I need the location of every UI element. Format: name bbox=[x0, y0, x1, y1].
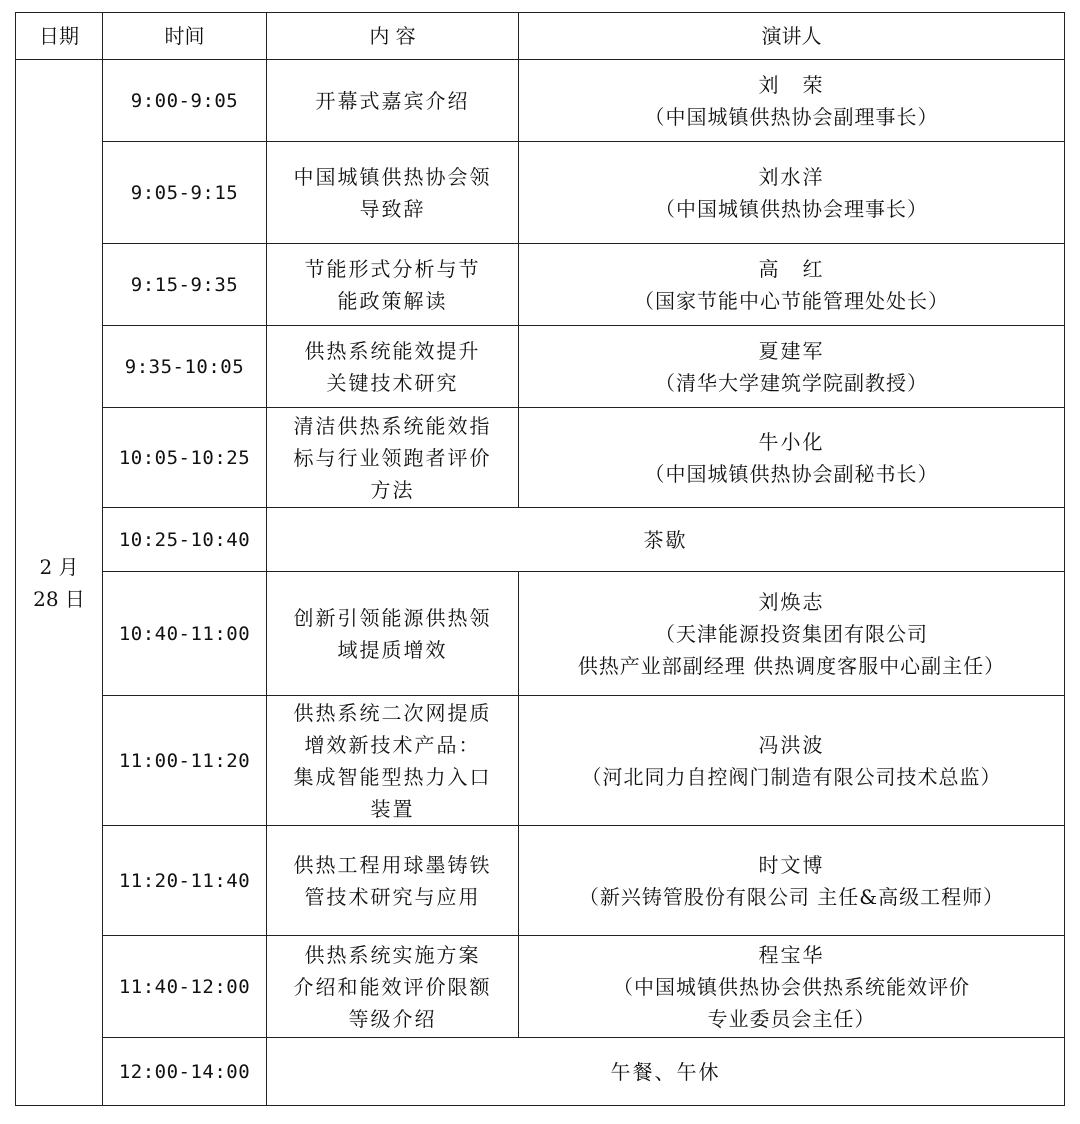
time-cell: 9:35-10:05 bbox=[103, 326, 267, 408]
speaker-title: （河北同力自控阀门制造有限公司技术总监） bbox=[581, 764, 1002, 789]
speaker-title: （中国城镇供热协会供热系统能效评价 bbox=[613, 974, 970, 999]
table-row bbox=[16, 142, 1065, 244]
speaker-cell bbox=[519, 826, 1065, 936]
speaker-name: 刘水洋 bbox=[758, 164, 825, 189]
table-row bbox=[16, 244, 1065, 326]
table-body bbox=[16, 60, 1065, 1106]
topic-line: 开幕式嘉宾介绍 bbox=[315, 88, 470, 113]
table-row bbox=[16, 572, 1065, 696]
table-row bbox=[16, 408, 1065, 508]
table-header bbox=[16, 13, 1065, 60]
speaker-cell bbox=[519, 572, 1065, 696]
date-cell bbox=[16, 60, 103, 1106]
header-date: 日期 bbox=[16, 13, 103, 60]
speaker-name: 牛小化 bbox=[758, 429, 825, 454]
speaker-name: 刘焕志 bbox=[758, 589, 825, 614]
speaker-title: （新兴铸管股份有限公司 主任&高级工程师） bbox=[578, 884, 1005, 909]
speaker-title: （中国城镇供热协会副理事长） bbox=[644, 104, 939, 129]
time-cell: 10:05-10:25 bbox=[103, 408, 267, 508]
break-cell: 茶歇 bbox=[267, 508, 1065, 572]
topic-line: 装置 bbox=[370, 796, 415, 821]
speaker-name: 夏建军 bbox=[758, 338, 825, 363]
topic-line: 域提质增效 bbox=[337, 637, 448, 662]
table-row bbox=[16, 826, 1065, 936]
topic-line: 节能形式分析与节 bbox=[304, 256, 481, 281]
break-cell: 午餐、午休 bbox=[267, 1038, 1065, 1106]
speaker-cell bbox=[519, 142, 1065, 244]
topic-line: 方法 bbox=[370, 477, 415, 502]
time-cell: 11:40-12:00 bbox=[103, 936, 267, 1038]
topic-cell bbox=[267, 826, 519, 936]
topic-line: 供热系统能效提升 bbox=[304, 338, 481, 363]
table-row bbox=[16, 1038, 1065, 1106]
topic-line: 供热系统实施方案 bbox=[304, 942, 481, 967]
topic-line: 能政策解读 bbox=[337, 288, 448, 313]
topic-line: 集成智能型热力入口 bbox=[293, 764, 492, 789]
table-row bbox=[16, 936, 1065, 1038]
topic-line: 创新引领能源供热领 bbox=[293, 605, 492, 630]
topic-cell bbox=[267, 572, 519, 696]
header-time: 时间 bbox=[103, 13, 267, 60]
header-row bbox=[16, 13, 1065, 60]
time-cell: 12:00-14:00 bbox=[103, 1038, 267, 1106]
speaker-name: 高 红 bbox=[758, 256, 825, 281]
topic-cell bbox=[267, 60, 519, 142]
speaker-name: 时文博 bbox=[758, 852, 825, 877]
speaker-title: 供热产业部副经理 供热调度客服中心副主任） bbox=[577, 653, 1006, 678]
topic-cell bbox=[267, 244, 519, 326]
table-row bbox=[16, 326, 1065, 408]
header-speaker: 演讲人 bbox=[519, 13, 1065, 60]
topic-cell bbox=[267, 936, 519, 1038]
speaker-cell bbox=[519, 326, 1065, 408]
topic-line: 标与行业领跑者评价 bbox=[293, 445, 492, 470]
table-row bbox=[16, 508, 1065, 572]
topic-line: 管技术研究与应用 bbox=[304, 884, 481, 909]
topic-line: 介绍和能效评价限额 bbox=[293, 974, 492, 999]
speaker-name: 程宝华 bbox=[758, 942, 825, 967]
topic-line: 供热工程用球墨铸铁 bbox=[293, 852, 492, 877]
topic-cell bbox=[267, 696, 519, 826]
speaker-cell bbox=[519, 408, 1065, 508]
header-topic: 内 容 bbox=[267, 13, 519, 60]
speaker-title: （天津能源投资集团有限公司 bbox=[655, 621, 928, 646]
topic-line: 导致辞 bbox=[359, 196, 426, 221]
time-cell: 9:05-9:15 bbox=[103, 142, 267, 244]
topic-line: 清洁供热系统能效指 bbox=[293, 413, 492, 438]
speaker-cell bbox=[519, 60, 1065, 142]
speaker-name: 冯洪波 bbox=[758, 732, 825, 757]
speaker-cell bbox=[519, 696, 1065, 826]
time-cell: 11:20-11:40 bbox=[103, 826, 267, 936]
topic-line: 供热系统二次网提质 bbox=[293, 700, 492, 725]
time-cell: 11:00-11:20 bbox=[103, 696, 267, 826]
speaker-title: 专业委员会主任） bbox=[707, 1006, 876, 1031]
time-cell: 9:15-9:35 bbox=[103, 244, 267, 326]
speaker-cell bbox=[519, 936, 1065, 1038]
speaker-cell bbox=[519, 244, 1065, 326]
topic-line: 关键技术研究 bbox=[326, 370, 459, 395]
date-line1: 2 月 bbox=[39, 554, 79, 579]
speaker-title: （国家节能中心节能管理处处长） bbox=[634, 288, 949, 313]
time-cell: 10:25-10:40 bbox=[103, 508, 267, 572]
time-cell: 9:00-9:05 bbox=[103, 60, 267, 142]
topic-line: 等级介绍 bbox=[348, 1006, 437, 1031]
table-row bbox=[16, 60, 1065, 142]
schedule-table bbox=[15, 12, 1065, 1106]
time-cell: 10:40-11:00 bbox=[103, 572, 267, 696]
speaker-title: （中国城镇供热协会副秘书长） bbox=[644, 461, 939, 486]
speaker-name: 刘 荣 bbox=[758, 72, 825, 97]
date-line2: 28 日 bbox=[33, 586, 85, 611]
topic-cell bbox=[267, 142, 519, 244]
speaker-title: （清华大学建筑学院副教授） bbox=[655, 370, 928, 395]
topic-line: 中国城镇供热协会领 bbox=[293, 164, 492, 189]
table-row bbox=[16, 696, 1065, 826]
topic-cell bbox=[267, 408, 519, 508]
topic-line: 增效新技术产品： bbox=[304, 732, 481, 757]
topic-cell bbox=[267, 326, 519, 408]
speaker-title: （中国城镇供热协会理事长） bbox=[655, 196, 928, 221]
